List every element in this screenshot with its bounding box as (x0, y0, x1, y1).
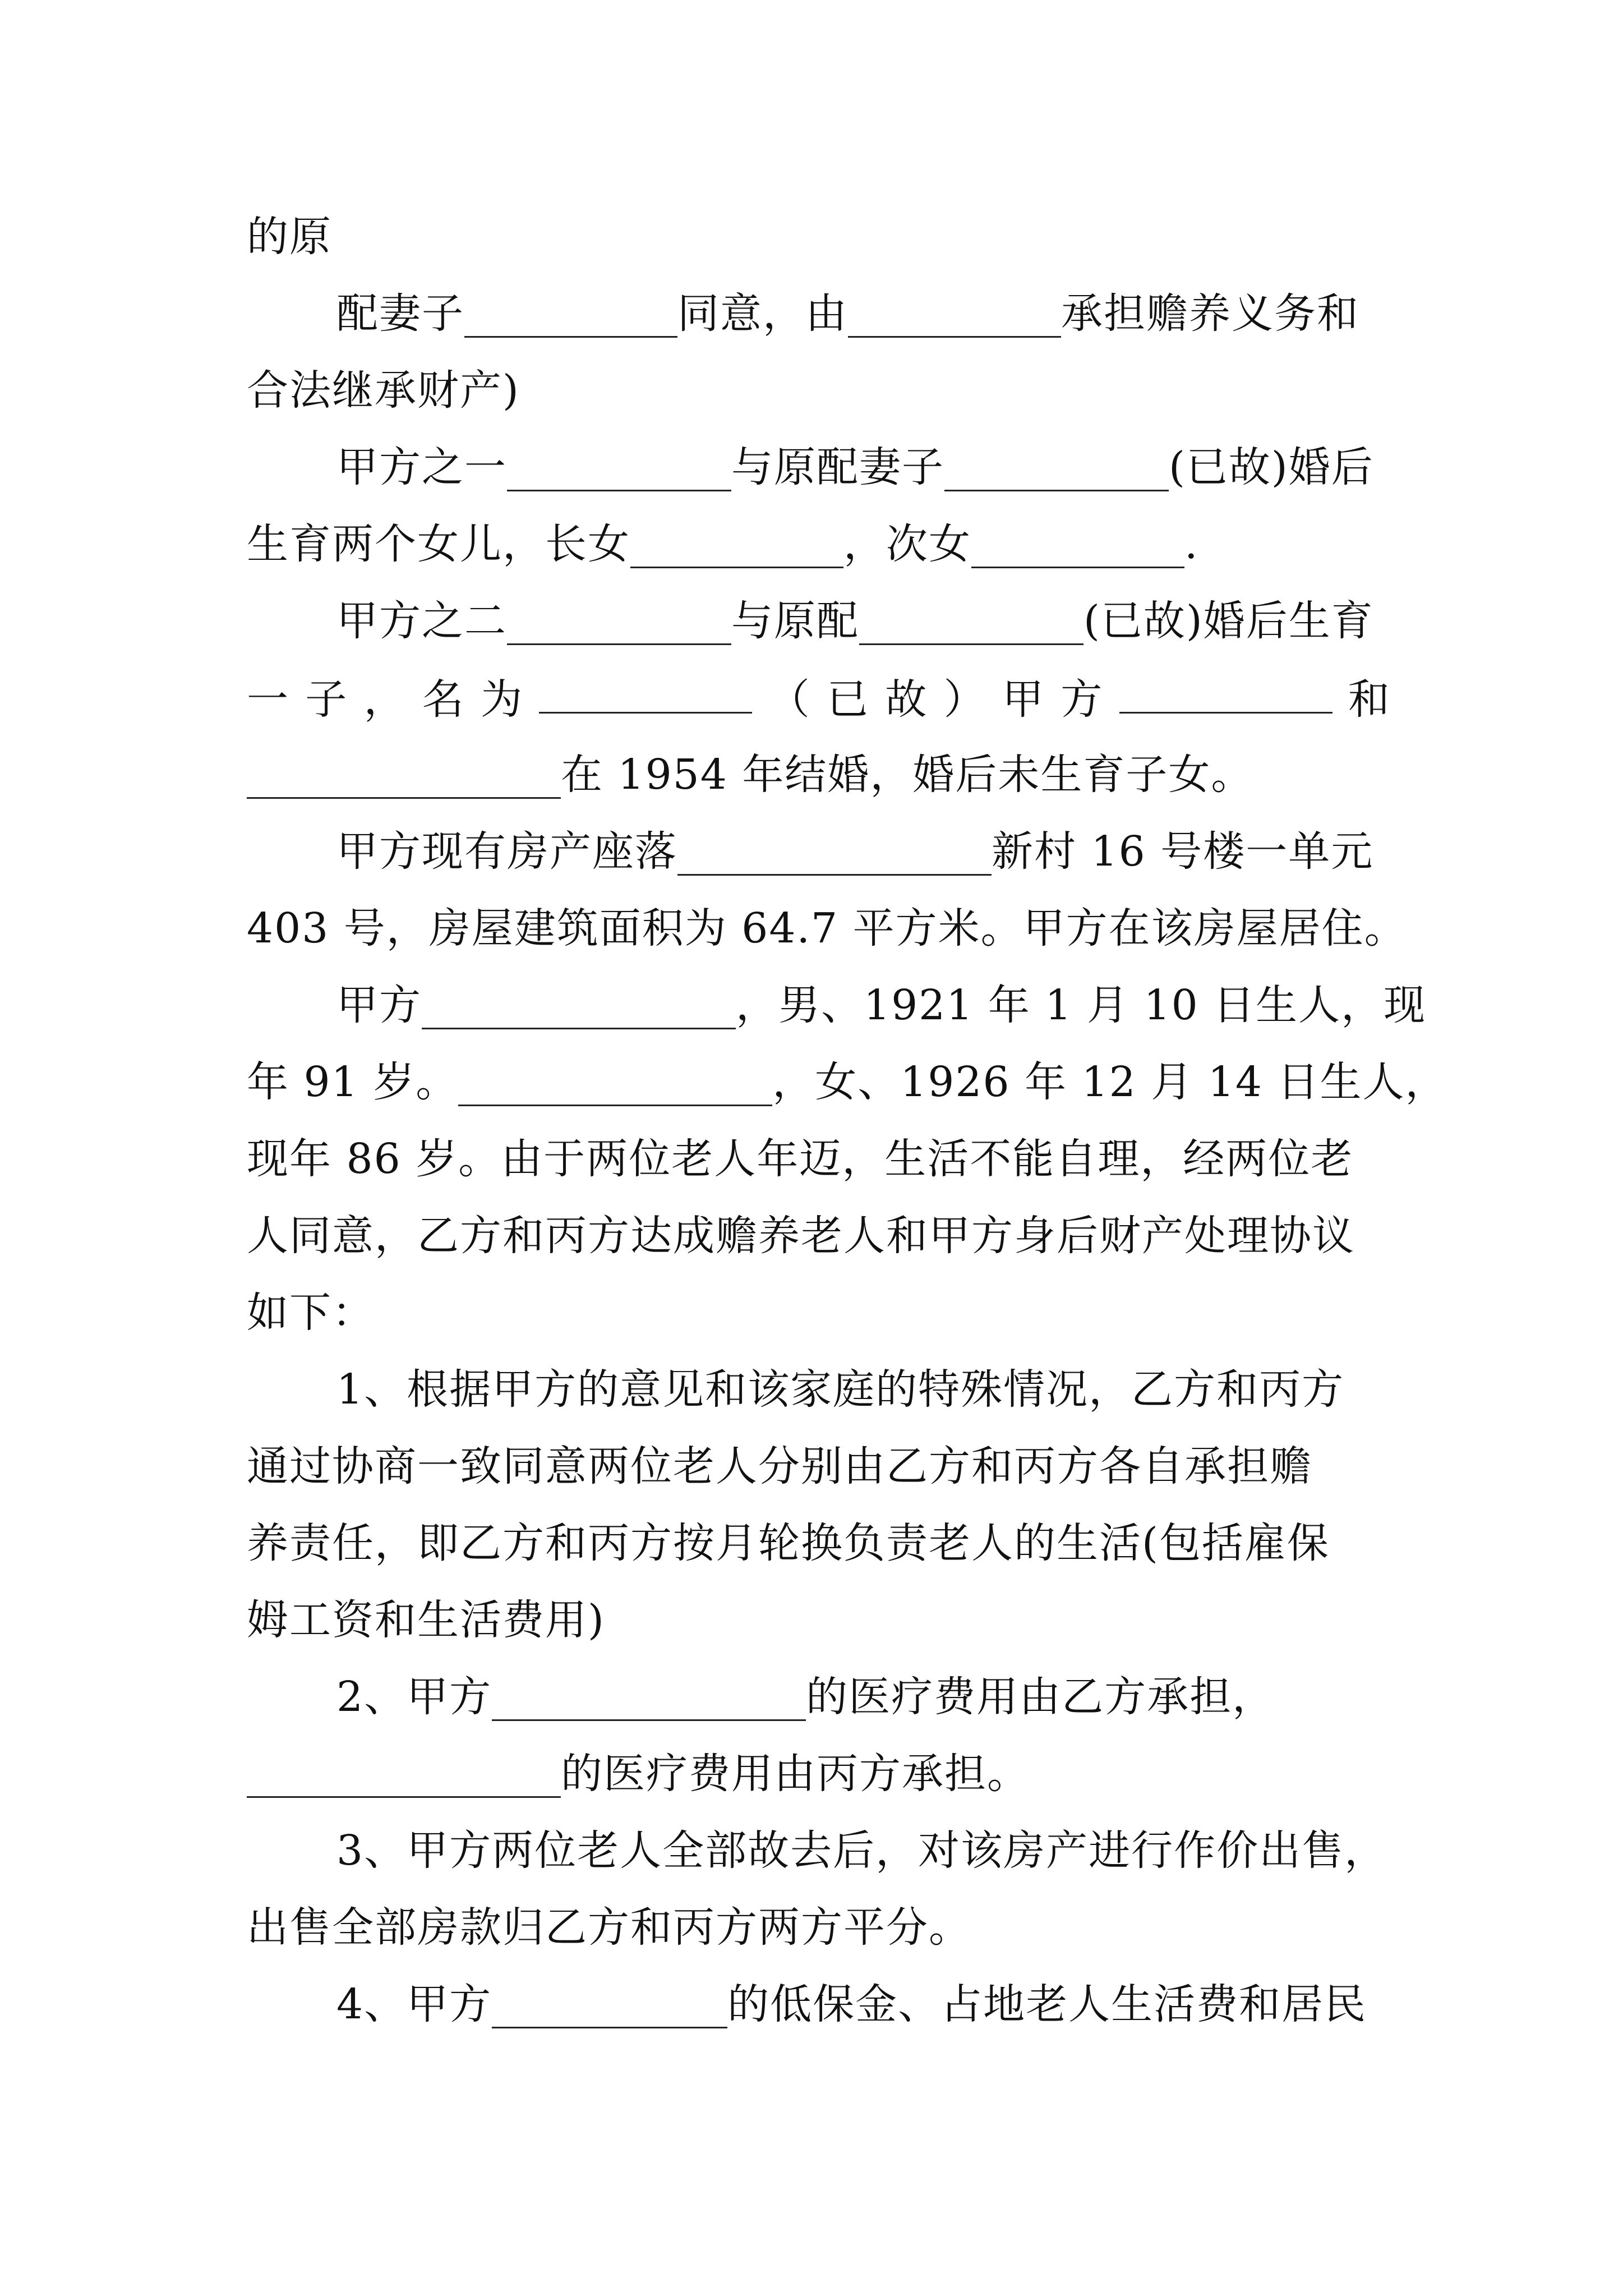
line-char: 名 (422, 675, 465, 724)
line-text: 的医疗费用由乙方承担， (806, 1673, 1275, 1721)
fill-blank[interactable] (677, 829, 992, 876)
fill-blank[interactable] (492, 1674, 806, 1721)
line-text: 甲方之二 (336, 597, 507, 645)
text-line-20 (336, 1666, 1391, 1728)
line-text: 2、甲方 (336, 1673, 492, 1721)
line-text: 年 91 岁。 (247, 1058, 459, 1106)
line-text: 的原 (247, 213, 332, 261)
line-text: 1、根据甲方的意见和该家庭的特殊情况，乙方和丙方 (336, 1365, 1345, 1414)
text-line-12 (247, 1051, 1448, 1113)
text-line-21 (247, 1743, 1391, 1805)
line-char: 和 (1348, 675, 1391, 724)
line-text: 人同意，乙方和丙方达成赡养老人和甲方身后财产处理协议 (247, 1212, 1355, 1260)
line-text: 4、甲方 (336, 1980, 492, 2028)
text-line-13 (247, 1128, 1391, 1190)
line-text: 通过协商一致同意两位老人分别由乙方和丙方各自承担赡 (247, 1442, 1312, 1490)
line-text: 如下： (247, 1289, 375, 1337)
fill-blank[interactable] (848, 291, 1061, 338)
line-text: . (1184, 520, 1199, 568)
line-text: ，女、1926 年 12 月 14 日生人， (772, 1058, 1448, 1106)
text-line-6 (336, 590, 1391, 652)
line-char: 已 (827, 675, 870, 724)
line-text: ，次女 (843, 520, 971, 568)
fill-blank[interactable] (464, 291, 677, 338)
text-line-16 (336, 1359, 1391, 1420)
line-text: 与原配 (731, 597, 859, 645)
line-text: 同意，由 (677, 289, 848, 338)
line-text: 合法继承财产) (247, 366, 520, 415)
text-line-2 (336, 283, 1391, 344)
text-line-24 (336, 1973, 1391, 2035)
line-text: 配妻子 (336, 289, 464, 338)
line-text: 在 1954 年结婚，婚后未生育子女。 (561, 751, 1254, 799)
line-char: 方 (1061, 675, 1104, 724)
line-char: ） (943, 675, 986, 724)
line-char: 甲 (1002, 675, 1045, 724)
line-text: 承担赡养义务和 (1061, 289, 1359, 338)
line-text: (已故)婚后生育 (1083, 597, 1374, 645)
text-line-15 (247, 1282, 1391, 1343)
fill-blank[interactable] (507, 599, 731, 645)
line-text: ，男、1921 年 1 月 10 日生人，现 (736, 981, 1427, 1029)
line-text: 的低保金、占地老人生活费和居民 (727, 1980, 1367, 2028)
text-line-11 (336, 974, 1427, 1036)
line-text: 新村 16 号楼一单元 (992, 827, 1374, 876)
text-line-3 (247, 360, 1391, 421)
text-line-1 (247, 206, 1391, 268)
text-line-8 (247, 744, 1391, 806)
text-line-18 (247, 1512, 1391, 1574)
line-text: 出售全部房款归乙方和丙方两方平分。 (247, 1903, 971, 1952)
fill-blank[interactable] (859, 599, 1083, 645)
text-line-22 (336, 1820, 1391, 1881)
line-char: 为 (481, 675, 524, 724)
fill-blank[interactable] (422, 983, 736, 1029)
fill-blank[interactable] (247, 752, 561, 799)
fill-blank[interactable] (971, 522, 1184, 568)
line-char: 子 (305, 675, 348, 724)
text-line-5 (247, 513, 1391, 575)
line-text: 3、甲方两位老人全部故去后，对该房产进行作价出售， (336, 1826, 1387, 1875)
text-line-19 (247, 1589, 1391, 1651)
line-text: 姆工资和生活费用) (247, 1596, 605, 1644)
fill-blank[interactable] (1119, 667, 1332, 714)
fill-blank[interactable] (492, 1982, 727, 2028)
line-text: 现年 86 岁。由于两位老人年迈，生活不能自理，经两位老 (247, 1135, 1354, 1183)
line-text: (已故)婚后 (1169, 443, 1374, 491)
line-char: （ (768, 675, 811, 724)
fill-blank[interactable] (507, 445, 731, 491)
text-line-10 (247, 898, 1407, 959)
text-line-9 (336, 821, 1391, 882)
line-text: 养责任，即乙方和丙方按月轮换负责老人的生活(包括雇保 (247, 1519, 1330, 1567)
text-line-23 (247, 1897, 1391, 1958)
line-text: 甲方现有房产座落 (336, 827, 677, 876)
fill-blank[interactable] (539, 667, 752, 714)
line-text: 与原配妻子 (731, 443, 944, 491)
text-line-14 (247, 1205, 1391, 1267)
text-line-7 (247, 667, 1391, 729)
line-char: 一 (247, 675, 289, 724)
fill-blank[interactable] (247, 1751, 561, 1798)
text-line-4 (336, 436, 1391, 498)
fill-blank[interactable] (944, 445, 1169, 491)
line-text: 403 号，房屋建筑面积为 64.7 平方米。甲方在该房屋居住。 (247, 904, 1407, 953)
line-char: 故 (885, 675, 928, 724)
line-text: 生育两个女儿，长女 (247, 520, 630, 568)
line-text: 甲方之一 (336, 443, 507, 491)
line-char: ， (363, 675, 407, 724)
line-text: 甲方 (336, 981, 422, 1029)
line-text: 的医疗费用由丙方承担。 (561, 1750, 1030, 1798)
fill-blank[interactable] (630, 522, 843, 568)
fill-blank[interactable] (458, 1060, 772, 1106)
text-line-17 (247, 1435, 1391, 1497)
